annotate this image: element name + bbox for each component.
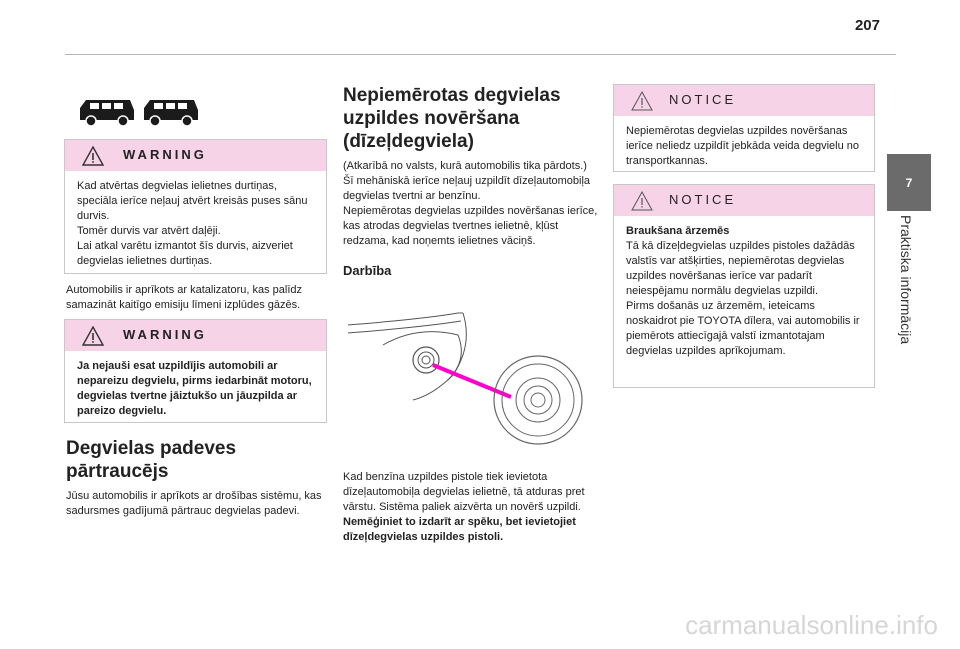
catalyst-paragraph: Automobilis ir aprīkots ar katalizatoru, kas palīdz samazināt kaitīgo emisiju līmeni izplūdes gāzēs. (66, 284, 302, 311)
filler-neck-illustration (343, 305, 598, 455)
notice-box-abroad (613, 184, 875, 388)
subheading-operation: Darbība (343, 263, 392, 278)
van-icon-left (80, 100, 134, 126)
page-number: 207 (854, 17, 880, 34)
watermark: carmanualsonline.info (685, 610, 938, 640)
chapter-label: Praktiska informācija (898, 215, 914, 345)
chapter-number: 7 (905, 176, 913, 190)
notice-text: Nepiemērotas degvielas uzpildes novēršanas ierīce neliedz uzpildīt jebkāda veida degvielu no transportkannas. (626, 125, 859, 167)
van-icon-right (144, 100, 198, 126)
warning-header (65, 320, 326, 351)
warning-box-fuel-door (64, 139, 327, 274)
operation-warning: Nemēģiniet to izdarīt ar spēku, bet ievietojiet dīzeļdegvielas uzpildes pistoli. (343, 516, 576, 543)
warning-text: Ja nejauši esat uzpildījis automobili ar nepareizu degvielu, pirms iedarbināt motoru, degvielas tvertne jāiztukšo un jāuzpilda ar pareizo degvielu. (77, 360, 312, 417)
chapter-tab[interactable] (887, 154, 931, 211)
notice-header (614, 185, 874, 216)
notice-icon (631, 91, 653, 111)
section-heading-misfuel: Nepiemērotas degvielas uzpildes novēršana (dīzeļdegviela) (343, 85, 561, 152)
notice-box-jerrycan (613, 84, 875, 172)
warning-box-wrong-fuel (64, 319, 327, 423)
warning-title: WARNING (123, 147, 207, 162)
operation-paragraph: Kad benzīna uzpildes pistole tiek ievietota dīzeļautomobiļa degvielas ielietnē, tā atduras pret vārstu. Sistēma paliek aizvērta un novērš uzpildi. (343, 471, 585, 513)
notice-title: NOTICE (669, 192, 737, 207)
van-icons (78, 96, 202, 128)
notice-title: NOTICE (669, 92, 737, 107)
header-rule (65, 54, 896, 55)
section-heading-fuel-cutoff: Degvielas padeves pārtraucējs (66, 438, 237, 482)
fuel-cutoff-paragraph: Jūsu automobilis ir aprīkots ar drošības sistēmu, kas sadursmes gadījumā pārtrauc degvielas padevi. (66, 490, 322, 517)
misfuel-intro: (Atkarībā no valsts, kurā automobilis tika pārdots.) Šī mehāniskā ierīce neļauj uzpildīt dīzeļautomobiļa degvielas tvertni ar benzīnu. Nepiemērotas degvielas uzpildes novēršanas ierīce, kas atrodas degvielas tvertnes ielietnē, kļūst redzama, kad noņemts ielietnes vāciņš. (343, 160, 598, 247)
notice-icon (631, 191, 653, 211)
warning-title: WARNING (123, 327, 207, 342)
warning-icon (82, 326, 104, 346)
warning-header (65, 140, 326, 171)
notice-subtitle: Braukšana ārzemēs (626, 225, 730, 237)
notice-text: Tā kā dīzeļdegvielas uzpildes pistoles dažādās valstīs var atšķirties, nepiemērotas degvielas uzpildes novēršanas ierīce var padarīt neiespējamu normālu degvielas uzpildi. Pirms došanās uz ārzemēm, ieteicams noskaidrot pie TOYOTA dīlera, vai automobilis ir piemērots attiecīgajā valstī izmantotajam degvielas uzpildes aprīkojumam. (626, 240, 860, 357)
notice-header (614, 85, 874, 116)
warning-icon (82, 146, 104, 166)
warning-text: Kad atvērtas degvielas ielietnes durtiņas, speciāla ierīce neļauj atvērt kreisās puses sānu durvis. Tomēr durvis var atvērt daļēji. Lai atkal varētu izmantot šīs durvis, aizveriet degvielas ielietnes durtiņas. (77, 180, 308, 267)
